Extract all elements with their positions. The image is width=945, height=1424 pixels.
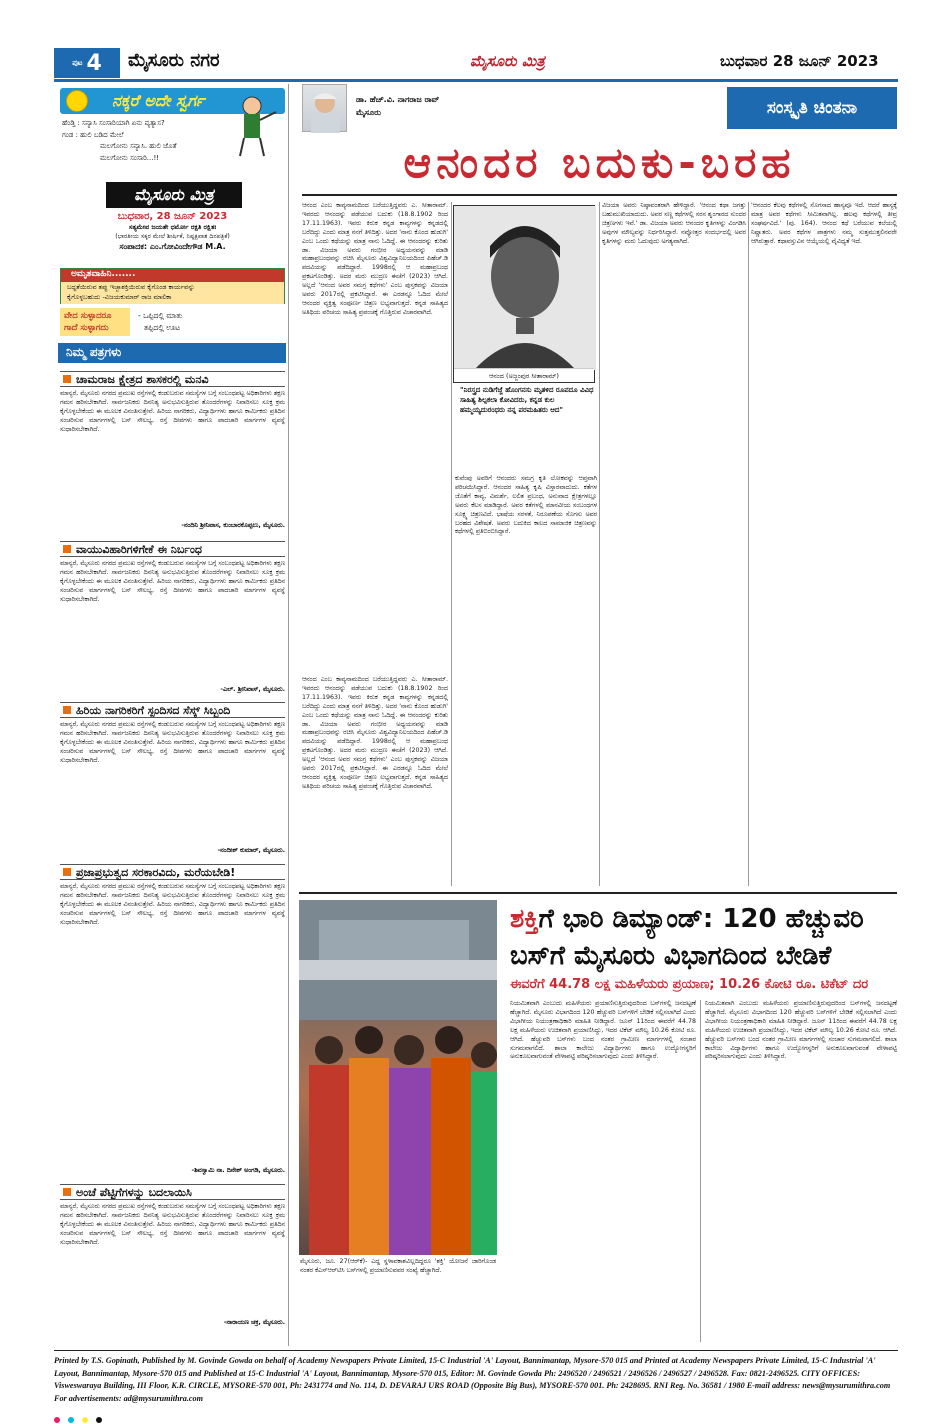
masthead-box-title: ಮೈಸೂರು ಮಿತ್ರ (106, 182, 242, 208)
letter-body: ಮಾನ್ಯರೆ, ಮೈಸೂರು ನಗರದ ಪ್ರಮುಖ ರಸ್ತೆಗಳಲ್ಲಿ ಕಂಡುಬರುವ ಸಮಸ್ಯೆಗಳ ಬಗ್ಗೆ ಸಂಬಂಧಪಟ್ಟ ಅಧಿಕಾರಿಗಳು ತಕ್ಷಣ ಗಮನ ಹರಿಸಬೇಕಾಗಿದೆ. ಸಾರ್ವಜನಿಕರು ದಿನನಿತ್ಯ ಅನುಭವಿಸುತ್ತಿರುವ ತೊಂದರೆಗಳನ್ನು ನಿವಾರಿಸಲು ಸೂಕ್ತ ಕ್ರಮ ಕೈಗೊಳ್ಳಬೇಕೆಂದು ಈ ಮೂಲಕ ವಿನಂತಿಸುತ್ತೇವೆ. ಹಿರಿಯ ನಾಗರಿಕರು, ವಿದ್ಯಾರ್ಥಿಗಳು ಹಾಗೂ ಕಾರ್ಮಿಕರು ಪ್ರತಿದಿನ ಸಂಚರಿಸುವ ಮಾರ್ಗಗಳಲ್ಲಿ ಬಸ್ ಸೌಲಭ್ಯ, ರಸ್ತೆ ದೀಪಗಳು ಹಾಗೂ ಪಾದಚಾರಿ ಮಾರ್ಗಗಳ ವ್ಯವಸ್ಥೆ ಸುಧಾರಿಸಬೇಕಾಗಿದೆ. (60, 1203, 285, 1246)
letter-title: ವಾಯುವಿಹಾರಿಗಳಿಗೇಕೆ ಈ ನಿರ್ಬಂಧ (60, 541, 285, 557)
joke-line: ಗಂಡ : ಹುಲಿ ಬಡಿದ ಮೇಲೆ (62, 130, 124, 139)
masthead-box (60, 211, 285, 253)
article-column-2: ಕುವೆಂಪು ಅವರಿಗೆ ಆನಂದರು ಸಮಗ್ರ ಕೃತಿ ಲೋಕವನ್ನು ಆಪ್ತವಾಗಿ ಪರಿಚಯಿಸಿದ್ದಾರೆ. ಆನಂದರ ಸಾಹಿತ್ಯ ಕೃಷಿ ವಿಸ್ತಾರವಾದುದು. ಕತೆಗಳ ಜೊತೆಗೆ ಕಾವ್ಯ, ವಿಮರ್ಶೆ, ಲಲಿತ ಪ್ರಬಂಧ, ಅನುವಾದ ಕ್ಷೇತ್ರಗಳಲ್ಲೂ ಅವರು ಕೆಲಸ ಮಾಡಿದ್ದಾರೆ. ಅವರ ಕತೆಗಳಲ್ಲಿ ಮಾನವೀಯ ಸಂಬಂಧಗಳ ಸೂಕ್ಷ್ಮ ಚಿತ್ರಣವಿದೆ. ಭಾಷೆಯ ಸರಳತೆ, ನಿರೂಪಣೆಯ ಸೊಗಸು ಅವರ ಬರಹದ ವಿಶೇಷತೆ. ಅವರು ಬದುಕಿದ ಕಾಲದ ಸಾಮಾಜಿಕ ಚಿತ್ರಣವನ್ನು ಕಥೆಗಳಲ್ಲಿ ಪ್ರತಿಬಿಂಬಿಸಿದ್ದಾರೆ. (455, 475, 597, 536)
color-registration-dots (54, 1408, 898, 1416)
article-bottom-rule (299, 892, 897, 894)
portrait-caption: ಆನಂದ (ಅಜ್ಜಂಪುರ ಸೀತಾರಾಮ್) (454, 368, 594, 382)
page-label: ಪುಟ (72, 58, 83, 67)
article-headline: ಆನಂದರ ಬದುಕು-ಬರಹ (403, 138, 796, 187)
footer-imprint: Printed by T.S. Gopinath, Published by M. Govinde Gowda on behalf of Academy Newspapers Private Limited, 15-C Industrial 'A' Layout, Bannimantap, Mysore-570 015 and Printed at Academy Newspapers Private Limited, 15-C Industrial 'A' Layout, Bannimantap, Mysore-570 015 and Published at 15-C Industrial 'A' Layout, Bannimantap, Mysore-570 015, Editor: M. Govinde Gowda Ph: 2496520 / 2496521 / 2496526 / 2496527 / 2496528. Fax: 0821-2496525. CITY OFFICES: Visweswaraya Building, III Floor, K.R. CIRCLE, MYSORE-570 001, Ph: 2431774 and No. 114, D. DEVARAJ URS ROAD (Opposite Big Bus), MYSORE-570 001. Ph: 2428695. RNI Reg. No. 36581 / 1980 E-mail address: news@mysurumithra.com For advertisements: ad@mysurumithra.com (54, 1356, 891, 1403)
page-date: ಬುಧವಾರ 28 ಜೂನ್ 2023 (720, 52, 879, 70)
joke-line: ಹೆಂಡ್ತಿ : ಸನ್ಯಾಸಿ ಸಂಸಾರಿಯಾಗಿ ಏನು ವ್ಯತ್ಯಾಸ? (62, 119, 165, 127)
article-column-1b: ಆನಂದ ಎಂಬ ಕಾವ್ಯನಾಮದಿಂದ ಬರೆಯುತ್ತಿದ್ದವರು ಎ. ಸೀತಾರಾಮ್. ಇವರದು ಆನಂದನ್ನು ಪಡೆಯುವ ಬದುಕು (18.8.1902 ರಿಂದ 17.11.1963). ಇವರು ಕಿರುಕ ಕನ್ನಡ ಕಾವ್ಯಗಳನ್ನು ಕನ್ನಡದಲ್ಲಿ ಬರೆದಿದ್ದು ಎಂದು ಮಾತ್ರ ನನಗೆ ತಿಳಿದಿತ್ತು. ಅದರ 'ನಾನು ಕೊಂದ ಹುಡುಗಿ' ಎಂಬ ಒಂದು ಕಥೆಯನ್ನು ಮಾತ್ರ ನಾನು ಓದಿದ್ದೆ. ಈ ಆನಂದರನ್ನು ಕುರಿತು ಡಾ. ವಿಜಯಾ ಅವರು ಗಂಭೀರ ಅಧ್ಯಯನವನ್ನು ಮಾಡಿ ಮಹಾಪ್ರಬಂಧವನ್ನು ರಚಿಸಿ ಮೈಸೂರು ವಿಶ್ವವಿದ್ಯಾನಿಲಯದಿಂದ ಪಿಹೆಚ್.ಡಿ ಪದವಿಯನ್ನು ಪಡೆದಿದ್ದಾರೆ. 1998ರಲ್ಲಿ ಆ ಮಹಾಪ್ರಬಂಧ ಪ್ರಕಟಗೊಂಡಿತ್ತು. ಅದರ ಮರು ಮುದ್ರಣ ಈಚೆಗೆ (2023) ಆಗಿದೆ. ಅಲ್ಲದೆ 'ಆನಂದ ಅವರ ಸಮಗ್ರ ಕಥೆಗಳು' ಎಂಬ ಪುಸ್ತಕವನ್ನು ವಿಜಯಾ ಅವರು 2017ರಲ್ಲಿ ಪ್ರಕಟಿಸಿದ್ದಾರೆ. ಈ ಎರಡನ್ನೂ ಓದಿದ ಮೇಲೆ ಆನಂದರ ವ್ಯಕ್ತಿತ್ವ ಸಂಪೂರ್ಣ ಚಿತ್ರಣ ಲಭ್ಯವಾಗುತ್ತದೆ. ಕನ್ನಡ ಸಾಹಿತ್ಯದ ಅತಿಥಿಯ ಪರಿಚಯ ಸಾಹಿತ್ಯ ಪ್ರಪಂಚಕ್ಕೆ ಗೊತ್ತಿರುವ ವಿಚಾರವಾಗಿದೆ. (302, 676, 448, 790)
cartoon-icon (230, 92, 280, 160)
author-photo (302, 84, 347, 132)
letter-title: ಚಾಮರಾಜ ಕ್ಷೇತ್ರದ ಶಾಸಕರಲ್ಲಿ ಮನವಿ (60, 371, 285, 387)
bus-crowd-photo (299, 900, 497, 1255)
masthead-logo: ಮೈಸೂರು ಮಿತ್ರ (470, 52, 545, 70)
proverb-line: - ಒಪ್ಪಿದಲ್ಲಿ ಮಾತು (138, 311, 183, 320)
page-number-box (54, 48, 120, 78)
page-number: 4 (86, 50, 102, 76)
black-dot (96, 1417, 102, 1423)
shakti-column-1: ನಿಯಮಿತವಾಗಿ ಎಂಬುದು ಮಹಿಳೆಯರು ಪ್ರಯಾಣಿಸುತ್ತಿರುವುದರಿಂದ ಬಸ್‌ಗಳಲ್ಲಿ ಜನದಟ್ಟಣೆ ಹೆಚ್ಚಾಗಿದೆ. ಮೈಸೂರು ವಿಭಾಗದಿಂದ 120 ಹೆಚ್ಚುವರಿ ಬಸ್‌ಗಳಿಗೆ ಬೇಡಿಕೆ ಸಲ್ಲಿಸಲಾಗಿದೆ ಎಂದು ವಿಭಾಗೀಯ ನಿಯಂತ್ರಣಾಧಿಕಾರಿ ಮಾಹಿತಿ ನೀಡಿದ್ದಾರೆ. ಜೂನ್ 11ರಿಂದ ಈವರೆಗೆ 44.78 ಲಕ್ಷ ಮಹಿಳೆಯರು ಉಚಿತವಾಗಿ ಪ್ರಯಾಣಿಸಿದ್ದು, ಇದರ ಟಿಕೆಟ್ ಮೌಲ್ಯ 10.26 ಕೋಟಿ ರೂ. ಆಗಿದೆ. ಹೆಚ್ಚುವರಿ ಬಸ್‌ಗಳು ಬಂದ ನಂತರ ಗ್ರಾಮೀಣ ಮಾರ್ಗಗಳಲ್ಲಿ ಸಂಚಾರ ಸುಗಮವಾಗಲಿದೆ. ಶಾಲಾ ಕಾಲೇಜು ವಿದ್ಯಾರ್ಥಿಗಳು ಹಾಗೂ ಉದ್ಯೋಗಸ್ಥರಿಗೆ ಅನುಕೂಲವಾಗುವಂತೆ ವೇಳಾಪಟ್ಟಿ ಪರಿಷ್ಕರಿಸಲಾಗುವುದು ಎಂದು ತಿಳಿಸಿದ್ದಾರೆ. (510, 1000, 696, 1061)
shakti-column-2: ನಿಯಮಿತವಾಗಿ ಎಂಬುದು ಮಹಿಳೆಯರು ಪ್ರಯಾಣಿಸುತ್ತಿರುವುದರಿಂದ ಬಸ್‌ಗಳಲ್ಲಿ ಜನದಟ್ಟಣೆ ಹೆಚ್ಚಾಗಿದೆ. ಮೈಸೂರು ವಿಭಾಗದಿಂದ 120 ಹೆಚ್ಚುವರಿ ಬಸ್‌ಗಳಿಗೆ ಬೇಡಿಕೆ ಸಲ್ಲಿಸಲಾಗಿದೆ ಎಂದು ವಿಭಾಗೀಯ ನಿಯಂತ್ರಣಾಧಿಕಾರಿ ಮಾಹಿತಿ ನೀಡಿದ್ದಾರೆ. ಜೂನ್ 11ರಿಂದ ಈವರೆಗೆ 44.78 ಲಕ್ಷ ಮಹಿಳೆಯರು ಉಚಿತವಾಗಿ ಪ್ರಯಾಣಿಸಿದ್ದು, ಇದರ ಟಿಕೆಟ್ ಮೌಲ್ಯ 10.26 ಕೋಟಿ ರೂ. ಆಗಿದೆ. ಹೆಚ್ಚುವರಿ ಬಸ್‌ಗಳು ಬಂದ ನಂತರ ಗ್ರಾಮೀಣ ಮಾರ್ಗಗಳಲ್ಲಿ ಸಂಚಾರ ಸುಗಮವಾಗಲಿದೆ. ಶಾಲಾ ಕಾಲೇಜು ವಿದ್ಯಾರ್ಥಿಗಳು ಹಾಗೂ ಉದ್ಯೋಗಸ್ಥರಿಗೆ ಅನುಕೂಲವಾಗುವಂತೆ ವೇಳಾಪಟ್ಟಿ ಪರಿಷ್ಕರಿಸಲಾಗುವುದು ಎಂದು ತಿಳಿಸಿದ್ದಾರೆ. (705, 1000, 897, 1061)
author-byline (356, 93, 439, 119)
column-name: ಸಂಸ್ಕೃತಿ ಚಿಂತನಾ (727, 87, 897, 129)
article-column-3: ವಿಜಯಾ ಅವರು ನಿಷ್ಠಾವಂತರಾಗಿ ಹೇಳಿದ್ದಾರೆ. 'ಆನಂದ ಕಥಾ ಜಗತ್ತು ಬಹುಮುಖಿಯಾದುದು. ಅವರ ಸಣ್ಣ ಕಥೆಗಳಲ್ಲಿ ಸರಸ ಶೃಂಗಾರದ ಸುಂದರ ಚಿತ್ರಣಗಳು ಇವೆ.' ಡಾ. ವಿಜಯಾ ಅವರು ಆನಂದರ ಕೃತಿಗಳನ್ನು ವಿಂಗಡಿಸಿ ಅವುಗಳ ಮೌಲ್ಯವನ್ನು ನಿರ್ಧರಿಸಿದ್ದಾರೆ. ನವ್ಯೋತ್ತರ ಸಂದರ್ಭದಲ್ಲಿ ಅವರ ಕೃತಿಗಳನ್ನು ಮರು ಓದುವುದು ಅಗತ್ಯವಾಗಿದೆ. (602, 202, 746, 245)
crowd-image (299, 900, 497, 1255)
quote-line: ಕೈಗೊಳ್ಳಬಹುದು -ವಿಜಯಕುಮಾರ್ ರಾಜ ಮಾಲಿಕಾ (67, 293, 172, 301)
proverb-title: ವೇದ ಸುಳ್ಳಾದರೂ ಗಾದೆ ಸುಳ್ಳಾಗದು (60, 308, 130, 336)
letter-signature: -ನಾರಾಯಣ ಚಕ್ರ, ಮೈಸೂರು. (223, 1319, 285, 1326)
joke-line: ಮಲಗೋನು ಸಂಸಾರಿ...!! (100, 153, 160, 162)
letter-signature: -ಶಿವಸ್ವಾಮಿ ನಾ. ದಿನೇಶ್ ಅಂಗಡಿ, ಮೈಸೂರು. (191, 1167, 285, 1174)
proverb-text (138, 310, 183, 334)
shakti-headline-line2: ಬಸ್‌ಗೆ ಮೈಸೂರು ವಿಭಾಗದಿಂದ ಬೇಡಿಕೆ (510, 941, 832, 971)
letter-signature: -ಎಲ್. ಶ್ರೀನಿವಾಸ್, ಮೈಸೂರು. (220, 686, 285, 693)
masthead-motto: ಸತ್ಯಮೇವ ಜಯತೇ ಧರ್ಮೋ ರಕ್ಷತಿ ರಕ್ಷಿತಃ (128, 223, 217, 231)
column-rule (700, 1000, 701, 1342)
letter-body: ಮಾನ್ಯರೆ, ಮೈಸೂರು ನಗರದ ಪ್ರಮುಖ ರಸ್ತೆಗಳಲ್ಲಿ ಕಂಡುಬರುವ ಸಮಸ್ಯೆಗಳ ಬಗ್ಗೆ ಸಂಬಂಧಪಟ್ಟ ಅಧಿಕಾರಿಗಳು ತಕ್ಷಣ ಗಮನ ಹರಿಸಬೇಕಾಗಿದೆ. ಸಾರ್ವಜನಿಕರು ದಿನನಿತ್ಯ ಅನುಭವಿಸುತ್ತಿರುವ ತೊಂದರೆಗಳನ್ನು ನಿವಾರಿಸಲು ಸೂಕ್ತ ಕ್ರಮ ಕೈಗೊಳ್ಳಬೇಕೆಂದು ಈ ಮೂಲಕ ವಿನಂತಿಸುತ್ತೇವೆ. ಹಿರಿಯ ನಾಗರಿಕರು, ವಿದ್ಯಾರ್ಥಿಗಳು ಹಾಗೂ ಕಾರ್ಮಿಕರು ಪ್ರತಿದಿನ ಸಂಚರಿಸುವ ಮಾರ್ಗಗಳಲ್ಲಿ ಬಸ್ ಸೌಲಭ್ಯ, ರಸ್ತೆ ದೀಪಗಳು ಹಾಗೂ ಪಾದಚಾರಿ ಮಾರ್ಗಗಳ ವ್ಯವಸ್ಥೆ ಸುಧಾರಿಸಬೇಕಾಗಿದೆ. (60, 721, 285, 764)
proverb-line: ತಪ್ಪಿದಲ್ಲಿ ಊಟ (144, 323, 180, 332)
portrait-image (454, 206, 596, 370)
laughing-face-icon (66, 90, 88, 112)
top-divider (54, 79, 898, 82)
shakti-subhead: ಈವರೆಗೆ 44.78 ಲಕ್ಷ ಮಹಿಳೆಯರು ಪ್ರಯಾಣ; 10.26 ಕೋಟಿ ರೂ. ಟಿಕೆಟ್ ದರ (510, 977, 869, 992)
letter-body: ಮಾನ್ಯರೆ, ಮೈಸೂರು ನಗರದ ಪ್ರಮುಖ ರಸ್ತೆಗಳಲ್ಲಿ ಕಂಡುಬರುವ ಸಮಸ್ಯೆಗಳ ಬಗ್ಗೆ ಸಂಬಂಧಪಟ್ಟ ಅಧಿಕಾರಿಗಳು ತಕ್ಷಣ ಗಮನ ಹರಿಸಬೇಕಾಗಿದೆ. ಸಾರ್ವಜನಿಕರು ದಿನನಿತ್ಯ ಅನುಭವಿಸುತ್ತಿರುವ ತೊಂದರೆಗಳನ್ನು ನಿವಾರಿಸಲು ಸೂಕ್ತ ಕ್ರಮ ಕೈಗೊಳ್ಳಬೇಕೆಂದು ಈ ಮೂಲಕ ವಿನಂತಿಸುತ್ತೇವೆ. ಹಿರಿಯ ನಾಗರಿಕರು, ವಿದ್ಯಾರ್ಥಿಗಳು ಹಾಗೂ ಕಾರ್ಮಿಕರು ಪ್ರತಿದಿನ ಸಂಚರಿಸುವ ಮಾರ್ಗಗಳಲ್ಲಿ ಬಸ್ ಸೌಲಭ್ಯ, ರಸ್ತೆ ದೀಪಗಳು ಹಾಗೂ ಪಾದಚಾರಿ ಮಾರ್ಗಗಳ ವ್ಯವಸ್ಥೆ ಸುಧಾರಿಸಬೇಕಾಗಿದೆ. (60, 883, 285, 926)
quote-line: ಬದ್ಧತೆಯಿರುವ ತಪ್ಪು ಇಚ್ಛಾಶಕ್ತಿಯಿರುವ ಕೈಗೊಂಡ ಕಾರ್ಯವನ್ನು (67, 283, 195, 291)
photo-caption: ಮೈಸೂರು, ಜೂ. 27(ಆರ್‌ಕೆ)- ಎದ್ದ ಸ್ಥಳಾವಕಾಶವಿಲ್ಲದಿದ್ದರೂ 'ಶಕ್ತಿ' ಯೋಜನೆ ಜಾರಿಗೊಂಡ ನಂತರ ಕೆಎಸ್‌ಆರ್‌ಟಿಸಿ ಬಸ್‌ಗಳಲ್ಲಿ ಪ್ರಯಾಣಿಸುವವರ ಸಂಖ್ಯೆ ಹೆಚ್ಚಾಗಿದೆ. (300, 1258, 496, 1274)
masthead-tagline: (ಭಾರತೀಯ ಸಕ್ಕರ ಮೇಲೆ ಶೀರ್ಷಿಕೆ, ನಿಷ್ಪಕ್ಷಪಾತ ದಿನಪತ್ರಿಕೆ) (115, 233, 230, 240)
article-column-1: ಆನಂದ ಎಂಬ ಕಾವ್ಯನಾಮದಿಂದ ಬರೆಯುತ್ತಿದ್ದವರು ಎ. ಸೀತಾರಾಮ್. ಇವರದು ಆನಂದನ್ನು ಪಡೆಯುವ ಬದುಕು (18.8.1902 ರಿಂದ 17.11.1963). ಇವರು ಕಿರುಕ ಕನ್ನಡ ಕಾವ್ಯಗಳನ್ನು ಕನ್ನಡದಲ್ಲಿ ಬರೆದಿದ್ದು ಎಂದು ಮಾತ್ರ ನನಗೆ ತಿಳಿದಿತ್ತು. ಅದರ 'ನಾನು ಕೊಂದ ಹುಡುಗಿ' ಎಂಬ ಒಂದು ಕಥೆಯನ್ನು ಮಾತ್ರ ನಾನು ಓದಿದ್ದೆ. ಈ ಆನಂದರನ್ನು ಕುರಿತು ಡಾ. ವಿಜಯಾ ಅವರು ಗಂಭೀರ ಅಧ್ಯಯನವನ್ನು ಮಾಡಿ ಮಹಾಪ್ರಬಂಧವನ್ನು ರಚಿಸಿ ಮೈಸೂರು ವಿಶ್ವವಿದ್ಯಾನಿಲಯದಿಂದ ಪಿಹೆಚ್.ಡಿ ಪದವಿಯನ್ನು ಪಡೆದಿದ್ದಾರೆ. 1998ರಲ್ಲಿ ಆ ಮಹಾಪ್ರಬಂಧ ಪ್ರಕಟಗೊಂಡಿತ್ತು. ಅದರ ಮರು ಮುದ್ರಣ ಈಚೆಗೆ (2023) ಆಗಿದೆ. ಅಲ್ಲದೆ 'ಆನಂದ ಅವರ ಸಮಗ್ರ ಕಥೆಗಳು' ಎಂಬ ಪುಸ್ತಕವನ್ನು ವಿಜಯಾ ಅವರು 2017ರಲ್ಲಿ ಪ್ರಕಟಿಸಿದ್ದಾರೆ. ಈ ಎರಡನ್ನೂ ಓದಿದ ಮೇಲೆ ಆನಂದರ ವ್ಯಕ್ತಿತ್ವ ಸಂಪೂರ್ಣ ಚಿತ್ರಣ ಲಭ್ಯವಾಗುತ್ತದೆ. ಕನ್ನಡ ಸಾಹಿತ್ಯದ ಅತಿಥಿಯ ಪರಿಚಯ ಸಾಹಿತ್ಯ ಪ್ರಪಂಚಕ್ಕೆ ಗೊತ್ತಿರುವ ವಿಚಾರವಾಗಿದೆ. (302, 202, 448, 316)
amrutavahini-box (60, 268, 285, 304)
letters-heading: ನಿಮ್ಮ ಪತ್ರಗಳು (58, 343, 286, 363)
shakti-headline-line1 (510, 903, 895, 935)
letter-body: ಮಾನ್ಯರೆ, ಮೈಸೂರು ನಗರದ ಪ್ರಮುಖ ರಸ್ತೆಗಳಲ್ಲಿ ಕಂಡುಬರುವ ಸಮಸ್ಯೆಗಳ ಬಗ್ಗೆ ಸಂಬಂಧಪಟ್ಟ ಅಧಿಕಾರಿಗಳು ತಕ್ಷಣ ಗಮನ ಹರಿಸಬೇಕಾಗಿದೆ. ಸಾರ್ವಜನಿಕರು ದಿನನಿತ್ಯ ಅನುಭವಿಸುತ್ತಿರುವ ತೊಂದರೆಗಳನ್ನು ನಿವಾರಿಸಲು ಸೂಕ್ತ ಕ್ರಮ ಕೈಗೊಳ್ಳಬೇಕೆಂದು ಈ ಮೂಲಕ ವಿನಂತಿಸುತ್ತೇವೆ. ಹಿರಿಯ ನಾಗರಿಕರು, ವಿದ್ಯಾರ್ಥಿಗಳು ಹಾಗೂ ಕಾರ್ಮಿಕರು ಪ್ರತಿದಿನ ಸಂಚರಿಸುವ ಮಾರ್ಗಗಳಲ್ಲಿ ಬಸ್ ಸೌಲಭ್ಯ, ರಸ್ತೆ ದೀಪಗಳು ಹಾಗೂ ಪಾದಚಾರಿ ಮಾರ್ಗಗಳ ವ್ಯವಸ್ಥೆ ಸುಧಾರಿಸಬೇಕಾಗಿದೆ. (60, 390, 285, 433)
author-name: ಡಾ. ಹೆಚ್.ವಿ. ನಾಗರಾಜ ರಾವ್ (356, 95, 440, 104)
author-city: ಮೈಸೂರು (356, 108, 381, 117)
letter-title: ಅಂಚೆ ಪೆಟ್ಟಿಗೆಗಳನ್ನು ಬದಲಾಯಿಸಿ (60, 1184, 285, 1200)
article-column-4: 'ಆನಂದರ ಕೆಲವು ಕಥೆಗಳಲ್ಲಿ ಸೊಗಸಾದ ಹಾಸ್ಯವೂ ಇದೆ. ಆದರೆ ಹಾಸ್ಯಕ್ಕೆ ಮಾತ್ರ ಅವರ ಕಥೆಗಳು ಸೀಮಿತವಾಗಿಲ್ಲ. ಹಲವು ಕಥೆಗಳಲ್ಲಿ ತೀವ್ರ ಸಂಘರ್ಷವಿದೆ.' (ಪು. 164). ಆನಂದ ಕಥೆ ಬರೆಯುವ ಕಲೆಯಲ್ಲಿ ನಿಷ್ಣಾತರು. ಅವರ ಕಥೆಗಳ ಪಾತ್ರಗಳು ನಮ್ಮ ಸುತ್ತಮುತ್ತಲಿನವರೇ ಆಗಿರುತ್ತಾರೆ. ಕಥಾವಸ್ತುವಿನ ಆಯ್ಕೆಯಲ್ಲಿ ವೈವಿಧ್ಯತೆ ಇದೆ. (751, 202, 897, 245)
joke-line: ಮಲಗೋನು ಸನ್ಯಾಸಿ. ಹುಲಿ ಜೊತೆ (100, 142, 177, 150)
column-rule (599, 202, 600, 886)
masthead-box-date: ಬುಧವಾರ, 28 ಜೂನ್ 2023 (117, 211, 228, 222)
anand-portrait (453, 205, 595, 383)
proverb-box (60, 308, 285, 336)
yellow-dot (82, 1417, 88, 1423)
column-rule (451, 202, 452, 886)
editor-name: ಸಂಪಾದಕ: ಎಂ.ಗೋವಿಂದೇಗೌಡ M.A. (119, 242, 226, 251)
magenta-dot (54, 1417, 60, 1423)
letter-signature: -ನಂದೀಶ್ ಕುಮಾರ್, ಮೈಸೂರು. (217, 847, 285, 854)
letter-body: ಮಾನ್ಯರೆ, ಮೈಸೂರು ನಗರದ ಪ್ರಮುಖ ರಸ್ತೆಗಳಲ್ಲಿ ಕಂಡುಬರುವ ಸಮಸ್ಯೆಗಳ ಬಗ್ಗೆ ಸಂಬಂಧಪಟ್ಟ ಅಧಿಕಾರಿಗಳು ತಕ್ಷಣ ಗಮನ ಹರಿಸಬೇಕಾಗಿದೆ. ಸಾರ್ವಜನಿಕರು ದಿನನಿತ್ಯ ಅನುಭವಿಸುತ್ತಿರುವ ತೊಂದರೆಗಳನ್ನು ನಿವಾರಿಸಲು ಸೂಕ್ತ ಕ್ರಮ ಕೈಗೊಳ್ಳಬೇಕೆಂದು ಈ ಮೂಲಕ ವಿನಂತಿಸುತ್ತೇವೆ. ಹಿರಿಯ ನಾಗರಿಕರು, ವಿದ್ಯಾರ್ಥಿಗಳು ಹಾಗೂ ಕಾರ್ಮಿಕರು ಪ್ರತಿದಿನ ಸಂಚರಿಸುವ ಮಾರ್ಗಗಳಲ್ಲಿ ಬಸ್ ಸೌಲಭ್ಯ, ರಸ್ತೆ ದೀಪಗಳು ಹಾಗೂ ಪಾದಚಾರಿ ಮಾರ್ಗಗಳ ವ್ಯವಸ್ಥೆ ಸುಧಾರಿಸಬೇಕಾಗಿದೆ. (60, 560, 285, 603)
amrutavahini-title: ಅಮೃತವಾಹಿನಿ....... (61, 269, 284, 282)
headline-rule (302, 194, 897, 196)
section-name: ಮೈಸೂರು ನಗರ (128, 50, 220, 71)
letter-signature: -ನಂದಿನಿ ಶ್ರೀನಿವಾಸ, ಕುಂಬಾರಕೊಪ್ಪಲು, ಮೈಸೂರು. (181, 522, 285, 529)
cyan-dot (68, 1417, 74, 1423)
column-rule (748, 202, 749, 886)
footer-rule (54, 1350, 898, 1351)
nakkare-title: ನಕ್ಕರೆ ಅದೇ ಸ್ವರ್ಗ (112, 91, 205, 110)
letter-title: ಪ್ರಜಾಪ್ರಭುತ್ವದ ಸರಕಾರವಿದು, ಮರೆಯಬೇಡಿ! (60, 864, 285, 880)
article-pull-quote: "ನಿರಸ್ತ್ರದ ನುಡಿಗೆಜ್ಜೆ ಹೊಂಗನಸು ಮೃತಳಿದ ರೂಪದೂ ವಿವಿಧ ಸಾಹಿತ್ಯ ಶಿಲ್ಪಕಲಾ ಕೋವಿದರು, ಕನ್ನಡ ಕುಲ ಹಮ್ಮಯ್ಯದುರಂಧರು ನನ್ನ ಪರಮಹಿತರು ಆದ" (460, 386, 594, 414)
author-portrait-icon (303, 85, 348, 133)
shakti-headline-text: ಶಕ್ತಿಗೆ ಭಾರಿ ಡಿಮ್ಯಾಂಡ್: 120 ಹೆಚ್ಚುವರಿ (510, 904, 864, 934)
amrutavahini-quote (61, 282, 284, 304)
letter-title: ಹಿರಿಯ ನಾಗರಿಕರಿಗೆ ಸ್ಪಂದಿಸದ ಸೆಸ್ಕ್ ಸಿಬ್ಬಂದಿ (60, 702, 285, 718)
